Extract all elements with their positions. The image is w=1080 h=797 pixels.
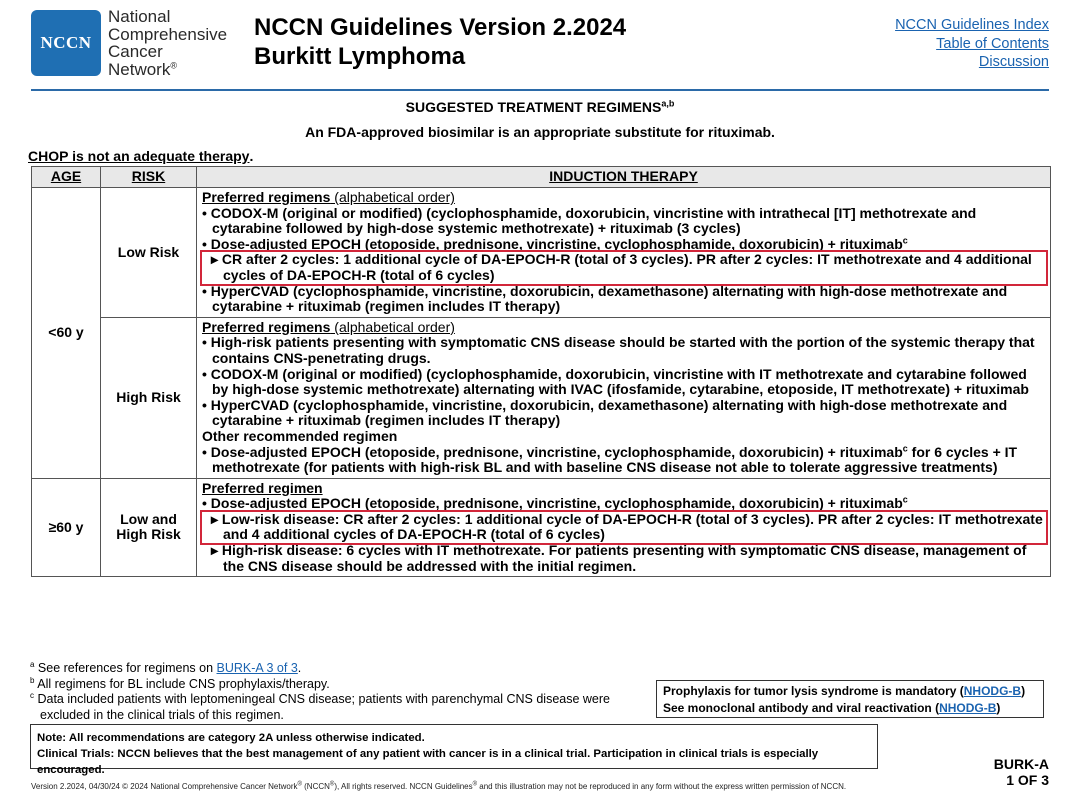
biosimilar-note: An FDA-approved biosimilar is an appropriate substitute for rituximab. [305,124,775,140]
other-regimen-heading: Other recommended regimen [202,427,398,444]
page-code: BURK-A [993,756,1049,772]
logo-mark: NCCN [40,33,92,52]
note-box [30,724,878,776]
chop-note-text: CHOP is not an adequate therapy [28,148,250,164]
nhodg-b-link[interactable]: NHODG-B [963,684,1022,698]
org-name-line: National [108,7,171,26]
org-name-line: Cancer [108,42,163,61]
highlighted-regimen-detail: ▸ Low-risk disease: CR after 2 cycles: 1 additional cycle of DA-EPOCH-R (total of 3 cycles). PR after 2 cycles: IT methotrexate and 4 additional cycles of DA-EPOCH-R (total of 6 cycles) [202,512,1046,543]
copyright-line: Version 2.2024, 04/30/24 © 2024 National Comprehensive Cancer Network® (NCCN®), All rights reserved. NCCN Guidelines® and this illustration may not be reproduced in any form without the express written permission of NCCN. [31,781,847,791]
regimen-item: • HyperCVAD (cyclophosphamide, vincristine, doxorubicin, dexamethasone) alternating with high-dose methotrexate and cytarabine + rituximab (regimen includes IT therapy) [202,396,1008,429]
therapy-cell [197,188,1051,318]
risk-cell: Low Risk [101,188,197,318]
prophylaxis-line: Prophylaxis for tumor lysis syndrome is mandatory (NHODG-B) [663,684,1026,698]
age-cell: <60 y [32,188,101,479]
table-row [32,478,1051,577]
footnotes [30,661,640,723]
footnote-a: $^a$ See references for regimens on BURK-A 3 of 3. [30,659,302,675]
discussion-link[interactable]: Discussion [978,54,1049,70]
column-header-age: AGE [32,167,101,188]
footnote-b: $^b$ All regimens for BL include CNS prophylaxis/therapy. [30,675,330,691]
org-name-line: Comprehensive [108,24,228,44]
registered-mark: ® [170,59,177,70]
regimen-item: • Dose-adjusted EPOCH (etoposide, prednisone, vincristine, cyclophosphamide, doxorubicin) + rituximab$^c$ [202,235,908,252]
section-title [0,99,1080,115]
age-cell: ≥60 y [32,478,101,577]
table-header-row [32,167,1051,188]
nccn-logo [31,10,101,76]
therapy-cell [197,317,1051,478]
regimen-item: • CODOX-M (original or modified) (cyclophosphamide, doxorubicin, vincristine with intrathecal [IT] methotrexate and cytarabine followed by high-dose systemic methotrexate) + rituximab (3 cycles) [202,204,977,237]
page-subtitle: Burkitt Lymphoma [254,43,466,70]
category-note: Note: All recommendations are category 2A unless otherwise indicated. [37,732,425,744]
preferred-regimens-heading: Preferred regimens (alphabetical order) [202,189,455,205]
footnote-c: $^c$ Data included patients with leptomeningeal CNS disease; patients with parenchymal CNS disease were excluded in the clinical trials of this regimen. [30,690,611,722]
regimen-detail: ▸ High-risk disease: 6 cycles with IT methotrexate. For patients presenting with symptomatic CNS disease, management of the CNS disease should be addressed with the initial regimen. [211,542,1027,574]
section-title-footnote: a,b [661,98,675,109]
footnote-ref: c [902,442,908,453]
burk-a-3-link[interactable]: BURK-A 3 of 3 [216,661,298,675]
risk-cell: High Risk [101,317,197,478]
table-of-contents-link[interactable]: Table of Contents [936,35,1049,52]
nhodg-b-link[interactable]: NHODG-B [939,701,997,715]
table-row [32,317,1051,478]
chop-note-period: . [249,148,254,164]
page-identifier [994,756,1049,788]
therapy-cell [197,478,1051,577]
preferred-regimen-heading: Preferred regimen [202,479,323,496]
regimen-item: • Dose-adjusted EPOCH (etoposide, prednisone, vincristine, cyclophosphamide, doxorubicin) + rituximab$^c$ [202,494,908,512]
highlighted-regimen-detail: ▸ CR after 2 cycles: 1 additional cycle of DA-EPOCH-R (total of 3 cycles). PR after 2 cycles: IT methotrexate and 4 additional cycles of DA-EPOCH-R (total of 6 cycles) [202,252,1046,283]
column-header-induction-therapy: INDUCTION THERAPY [197,167,1051,188]
table-row [32,188,1051,318]
regimen-item: • High-risk patients presenting with symptomatic CNS disease should be started with the portion of the systemic therapy that contains CNS-penetrating drugs. [202,334,1035,366]
chop-note [28,148,253,164]
column-header-risk: RISK [101,167,197,188]
clinical-trials-note: Clinical Trials: NCCN believes that the best management of any patient with cancer is in a clinical trial. Participation in clinical trials is especially encouraged. [37,748,819,776]
prophylaxis-box [656,680,1044,718]
regimen-item: • Dose-adjusted EPOCH (etoposide, prednisone, vincristine, cyclophosphamide, doxorubicin) + rituximab$^c$ for 6 cycles + IT methotrexate (for patients with high-risk BL and with baseline CNS disease not able to tolerate aggressive treatments) [202,442,1018,476]
org-name-line: Network [108,59,171,79]
antibody-reactivation-line: See monoclonal antibody and viral reactivation (NHODG-B) [663,701,1001,715]
page-number: 1 OF 3 [1006,772,1049,788]
guidelines-index-link[interactable]: NCCN Guidelines Index [895,17,1049,33]
footnote-ref: c [902,235,908,246]
nav-links [895,16,1049,72]
header-divider [31,89,1049,91]
section-title-text: SUGGESTED TREATMENT REGIMENS [405,99,662,115]
risk-cell: Low and High Risk [101,478,197,577]
treatment-regimen-table [31,166,1051,577]
regimen-item: • CODOX-M (original or modified) (cyclophosphamide, doxorubicin, vincristine with IT methotrexate and cytarabine followed by high-dose systemic methotrexate) alternating with IVAC (ifosfamide, cytarabine, etoposide, IT methotrexate) + rituximab [202,365,1029,398]
footnote-ref: c [902,494,908,505]
preferred-regimens-heading: Preferred regimens (alphabetical order) [202,318,455,335]
regimen-item: • HyperCVAD (cyclophosphamide, vincristine, doxorubicin, dexamethasone) alternating with high-dose methotrexate and cytarabine + rituximab (regimen includes IT therapy) [202,282,1008,315]
page-title: NCCN Guidelines Version 2.2024 [254,14,627,41]
org-name [108,8,227,78]
